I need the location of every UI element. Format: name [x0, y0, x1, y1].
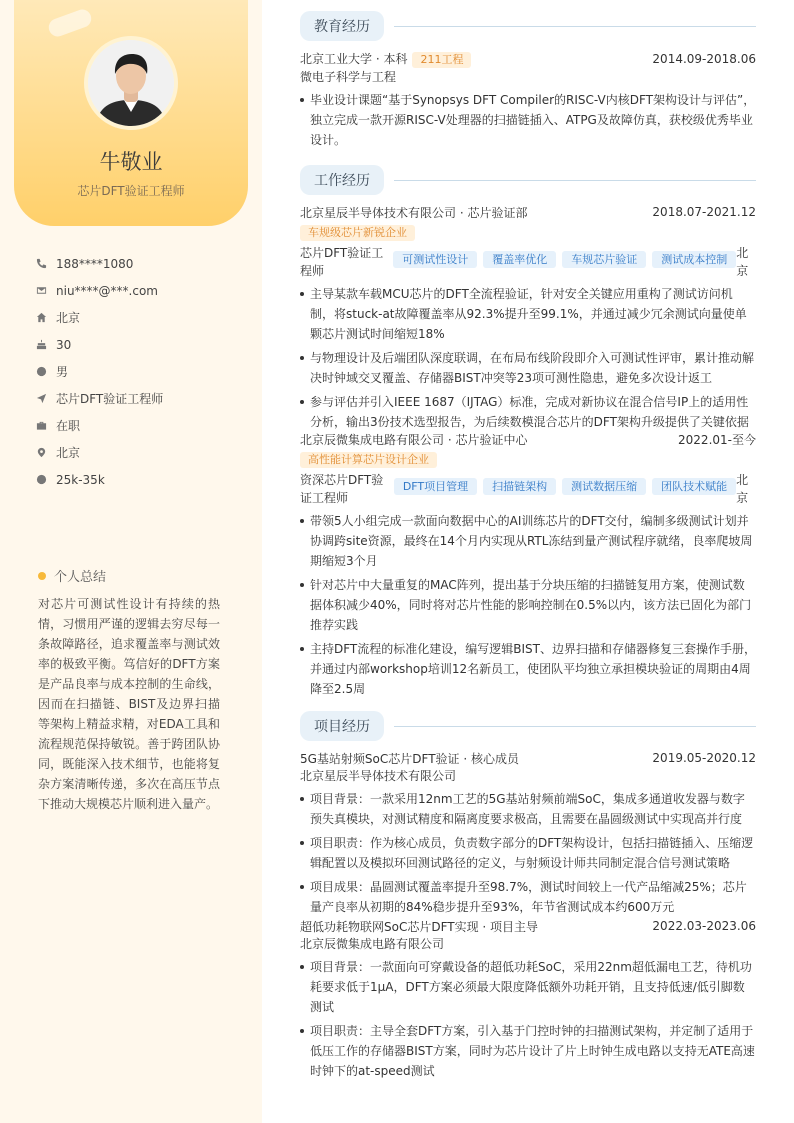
location-icon: [36, 447, 56, 458]
project-company: 北京星辰半导体技术有限公司: [300, 769, 457, 783]
skill-tags: [394, 478, 736, 495]
list-item: 参与评估并引入IEEE 1687（IJTAG）标准，完成对新协议在混合信号IP上的适用性分析，输出3份技术选型报告，为后续数模混合芯片的DFT架构升级提供了关键依据: [300, 392, 756, 432]
mail-icon: [36, 285, 56, 296]
school-name: 北京工业大学 · 本科: [300, 52, 408, 66]
role-title: 芯片DFT验证工程师: [300, 246, 384, 278]
info-salary: [36, 466, 246, 493]
project-title: 超低功耗物联网SoC芯片DFT实现 · 项目主导: [300, 919, 539, 934]
work-period: 2022.01-至今: [678, 432, 756, 447]
skill-tag: 扫描链架构: [483, 478, 556, 495]
skill-tags: [393, 251, 736, 268]
education-period: 2014.09-2018.06: [652, 52, 756, 66]
skill-tag: 可测试性设计: [393, 251, 477, 268]
project-period: 2022.03-2023.06: [652, 919, 756, 933]
cake-icon: [36, 339, 56, 350]
work-bullets: [300, 284, 756, 432]
work-city: 北京: [736, 246, 749, 278]
work-entry: [300, 430, 756, 699]
education-entry: [300, 50, 756, 150]
section-title: 工作经历: [300, 165, 384, 195]
list-item: 毕业设计课题“基于Synopsys DFT Compiler的RISC-V内核DFT架构设计与评估”，独立完成一款开源RISC-V处理器的扫描链插入、ATPG及故障仿真，获校级优秀毕业设计。: [300, 90, 756, 150]
location-text: 北京: [56, 446, 81, 460]
list-item: 与物理设计及后端团队深度联调，在布局布线阶段即介入可测试性评审，累计推动解决时钟域交叉覆盖、存储器BIST冲突等23项可测性隐患，避免多次设计返工: [300, 348, 756, 388]
residence-text: 北京: [56, 311, 81, 325]
education-bullets: [300, 90, 756, 150]
list-item: 项目成果：晶圆测试覆盖率提升至98.7%，测试时间较上一代产品缩减25%；芯片量产良率从初期的84%稳步提升至93%，年节省测试成本约600万元: [300, 877, 756, 917]
list-item: 项目背景：一款采用12nm工艺的5G基站射频前端SoC，集成多通道收发器与数字预失真模块，对测试精度和隔离度要求极高，且需要在晶圆级测试中实现高并行度: [300, 789, 756, 829]
skill-tag: 团队技术赋能: [652, 478, 736, 495]
projects-section-heading: [300, 710, 756, 742]
salary-icon: [36, 474, 56, 485]
target-position-text: 芯片DFT验证工程师: [56, 392, 164, 406]
project-bullets: [300, 957, 756, 1081]
list-item: 针对芯片中大量重复的MAC阵列，提出基于分块压缩的扫描链复用方案，使测试数据体积减少40%，同时将对芯片性能的影响控制在0.5%以内，该方法已固化为部门推荐实践: [300, 575, 756, 635]
section-divider: [394, 180, 756, 181]
list-item: 项目背景：一款面向可穿戴设备的超低功耗SoC，采用22nm超低漏电工艺，待机功耗要求低于1μA，DFT方案必须最大限度降低额外功耗开销，且支持低速/低引脚数测试: [300, 957, 756, 1017]
decoration: [46, 7, 94, 39]
info-target-position: [36, 385, 246, 412]
work-entry: [300, 203, 756, 432]
email-text: niu****@***.com: [56, 283, 158, 298]
summary-heading: [38, 566, 106, 585]
skill-tag: 测试成本控制: [652, 251, 736, 268]
company-tag: 高性能计算芯片设计企业: [300, 452, 437, 468]
gender-text: 男: [56, 365, 69, 379]
project-entry: [300, 917, 756, 1081]
contact-info-list: [36, 250, 246, 493]
send-icon: [36, 393, 56, 404]
education-section-heading: [300, 10, 756, 42]
summary-text: 对芯片可测试性设计有持续的热情，习惯用严谨的逻辑去穷尽每一条故障路径，追求覆盖率与测试效率的极致平衡。笃信好的DFT方案是产品良率与成本控制的生命线，因而在扫描链、BIST及边界扫描等架构上精益求精，对EDA工具和流程规范保持敏锐。善于跨团队协同，既能深入技术细节，也能将复杂方案清晰传递，多次在高压节点下推动大规模芯片顺利进入量产。: [38, 597, 220, 811]
school-tag: 211工程: [412, 52, 471, 68]
skill-tag: DFT项目管理: [394, 478, 477, 495]
list-item: 项目职责：作为核心成员，负责数字部分的DFT架构设计，包括扫描链插入、压缩逻辑配置以及模拟环回测试路径的定义，与射频设计师共同制定混合信号测试策略: [300, 833, 756, 873]
profile-name: 牛敬业: [99, 150, 163, 174]
phone-text: 188****1080: [56, 256, 134, 271]
status-text: 在职: [56, 419, 81, 433]
section-divider: [394, 26, 756, 27]
profile-title: 芯片DFT验证工程师: [77, 184, 185, 198]
section-title: 项目经历: [300, 711, 384, 741]
section-divider: [394, 726, 756, 727]
work-period: 2018.07-2021.12: [652, 205, 756, 219]
info-gender: [36, 358, 246, 385]
phone-icon: [36, 258, 56, 269]
avatar: [84, 36, 178, 130]
list-item: 带领5人小组完成一款面向数据中心的AI训练芯片的DFT交付，编制多级测试计划并协调跨site资源，最终在14个月内实现从RTL冻结到量产测试程序就绪，良率爬坡周期缩短3个月: [300, 511, 756, 571]
major: 微电子科学与工程: [300, 70, 397, 84]
gender-icon: [36, 366, 56, 377]
age-text: 30: [56, 337, 72, 352]
project-company: 北京辰微集成电路有限公司: [300, 937, 445, 951]
home-icon: [36, 312, 56, 323]
role-title: 资深芯片DFT验证工程师: [300, 473, 384, 505]
project-title: 5G基站射频SoC芯片DFT验证 · 核心成员: [300, 751, 519, 766]
info-phone: [36, 250, 246, 277]
list-item: 主导某款车载MCU芯片的DFT全流程验证，针对安全关键应用重构了测试访问机制，将stuck-at故障覆盖率从92.3%提升至99.1%，并通过减少冗余测试向量使单颗芯片测试时间缩短18%: [300, 284, 756, 344]
bullet-dot-icon: [38, 572, 46, 580]
info-location: [36, 439, 246, 466]
info-status: [36, 412, 246, 439]
info-age: [36, 331, 246, 358]
skill-tag: 测试数据压缩: [562, 478, 646, 495]
avatar-photo-icon: [88, 40, 174, 126]
work-city: 北京: [736, 473, 749, 505]
skill-tag: 车规芯片验证: [562, 251, 646, 268]
company-name: 北京辰微集成电路有限公司 · 芯片验证中心: [300, 432, 528, 447]
info-email: [36, 277, 246, 304]
skill-tag: 覆盖率优化: [483, 251, 556, 268]
company-tag: 车规级芯片新锐企业: [300, 225, 415, 241]
briefcase-icon: [36, 420, 56, 431]
summary-title: 个人总结: [54, 570, 107, 585]
salary-text: 25k-35k: [56, 472, 105, 487]
info-residence: [36, 304, 246, 331]
section-title: 教育经历: [300, 11, 384, 41]
project-entry: [300, 749, 756, 917]
sidebar: [0, 0, 262, 1123]
work-bullets: [300, 511, 756, 699]
list-item: 主持DFT流程的标准化建设，编写逻辑BIST、边界扫描和存储器修复三套操作手册，并通过内部workshop培训12名新员工，使团队平均独立承担模块验证的周期由4周降至2.5周: [300, 639, 756, 699]
list-item: 项目职责：主导全套DFT方案，引入基于门控时钟的扫描测试架构，并定制了适用于低压工作的存储器BIST方案，同时为芯片设计了片上时钟生成电路以支持无ATE高速时钟下的at-speed测试: [300, 1021, 756, 1081]
project-period: 2019.05-2020.12: [652, 751, 756, 765]
company-name: 北京星辰半导体技术有限公司 · 芯片验证部: [300, 205, 528, 220]
project-bullets: [300, 789, 756, 917]
work-section-heading: [300, 164, 756, 196]
